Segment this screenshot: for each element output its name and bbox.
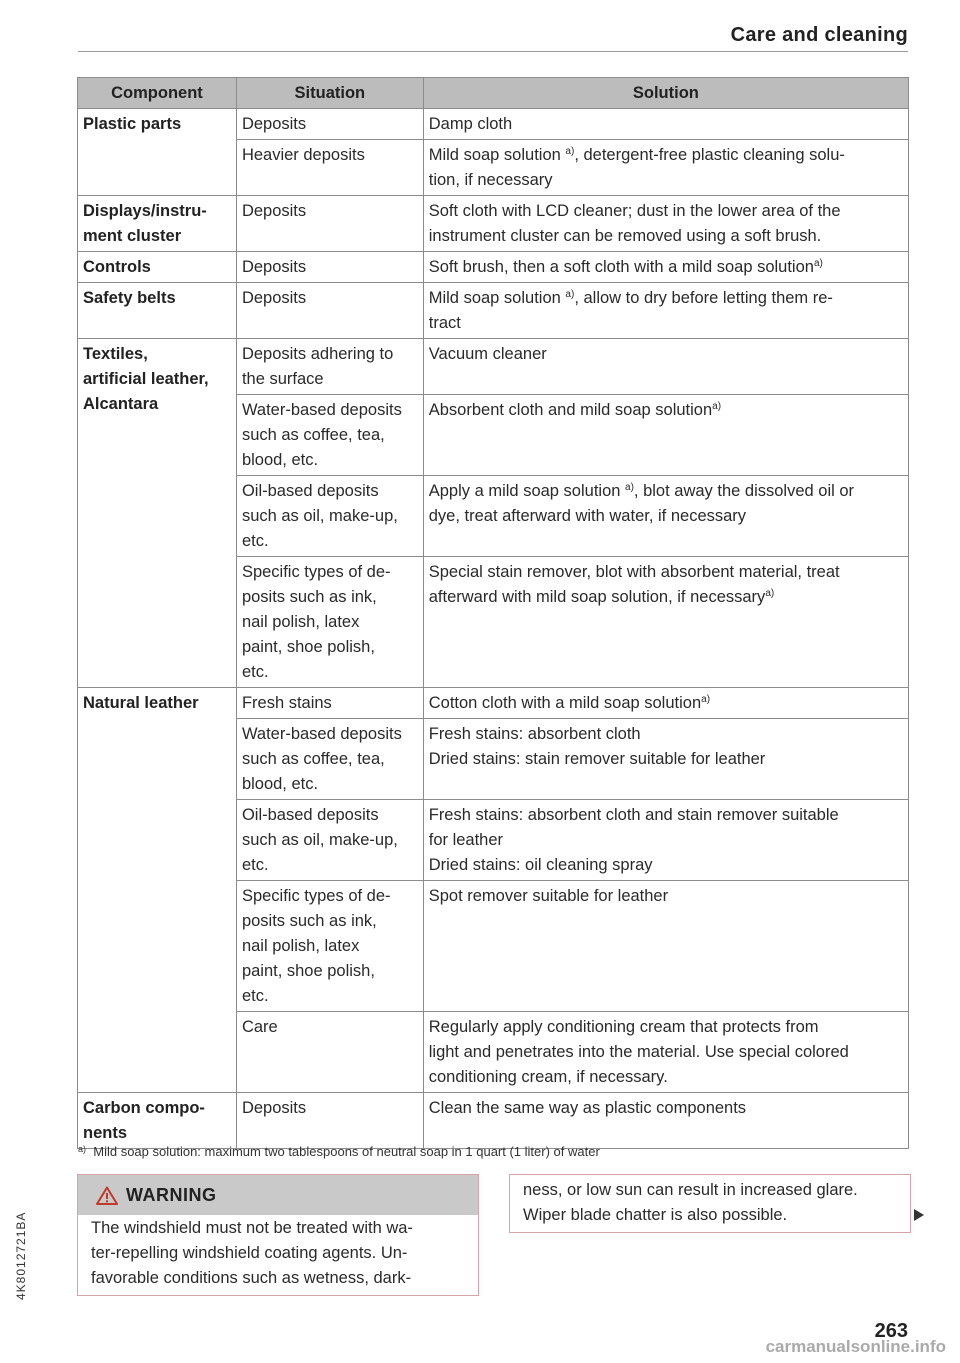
situation-cell: Care [236, 1012, 423, 1093]
solution-text: Fresh stains: absorbent cloth Dried stains: stain remover suitable for leather [428, 724, 766, 768]
component-cell: Textiles, artificial leather, Alcantara [78, 339, 237, 688]
situation-cell: Specific types of de- posits such as ink, nail polish, latex paint, shoe polish, etc. [236, 881, 423, 1012]
situation-cell: Deposits [236, 196, 423, 252]
solution-cell [423, 719, 908, 800]
solution-cell [423, 476, 908, 557]
table-row [78, 688, 909, 719]
footnote-marker: a) [78, 1144, 87, 1154]
table-row [78, 109, 909, 140]
warning-body: The windshield must not be treated with wa- ter-repelling windshield coating agents. Un- favorable conditions such as wetness, dark- [91, 1219, 413, 1287]
situation-cell: Oil-based deposits such as oil, make-up, etc. [236, 800, 423, 881]
solution-cell [423, 140, 908, 196]
situation-cell: Heavier deposits [236, 140, 423, 196]
component-cell: Plastic parts [78, 109, 237, 196]
solution-text: Mild soap solution [428, 288, 566, 307]
continue-arrow-icon [914, 1209, 924, 1221]
table-row [78, 283, 909, 339]
page-number: 263 [874, 1320, 908, 1342]
table-row [78, 1093, 909, 1149]
warning-title: WARNING [126, 1184, 217, 1205]
solution-text-continued: , allow to dry before letting them re- tract [428, 288, 833, 332]
warning-box [77, 1174, 479, 1296]
solution-text: Vacuum cleaner [428, 344, 547, 363]
watermark: carmanualsonline.info [765, 1337, 946, 1356]
solution-text: Soft brush, then a soft cloth with a mild soap solution [428, 257, 814, 276]
column-header-component: Component [78, 78, 237, 109]
solution-cell [423, 557, 908, 688]
solution-text: Absorbent cloth and mild soap solution [428, 400, 713, 419]
section-title: Care and cleaning [730, 24, 908, 46]
solution-cell [423, 109, 908, 140]
footnote-ref: a) [712, 400, 722, 412]
situation-cell: Deposits [236, 283, 423, 339]
solution-cell [423, 252, 908, 283]
situation-cell: Deposits [236, 1093, 423, 1149]
solution-cell [423, 1093, 908, 1149]
situation-cell: Fresh stains [236, 688, 423, 719]
component-cell: Safety belts [78, 283, 237, 339]
situation-cell: Deposits [236, 252, 423, 283]
footnote-ref: a) [565, 145, 575, 157]
solution-text: Cotton cloth with a mild soap solution [428, 693, 702, 712]
footnote [78, 1144, 600, 1159]
solution-cell [423, 1012, 908, 1093]
component-cell: Displays/instru- ment cluster [78, 196, 237, 252]
solution-cell [423, 688, 908, 719]
solution-cell [423, 283, 908, 339]
situation-cell: Water-based deposits such as coffee, tea, blood, etc. [236, 719, 423, 800]
table-row [78, 339, 909, 395]
component-cell: Carbon compo- nents [78, 1093, 237, 1149]
warning-header [78, 1175, 478, 1215]
footnote-ref: a) [765, 587, 775, 599]
solution-text: Apply a mild soap solution [428, 481, 626, 500]
footnote-text: Mild soap solution: maximum two tablespoons of neutral soap in 1 quart (1 liter) of water [93, 1144, 600, 1159]
column-header-situation: Situation [236, 78, 423, 109]
solution-text: Soft cloth with LCD cleaner; dust in the lower area of the instrument cluster can be removed using a soft brush. [428, 201, 841, 245]
solution-text: Special stain remover, blot with absorbent material, treat afterward with mild soap solution, if necessary [428, 562, 840, 606]
situation-cell: Water-based deposits such as coffee, tea, blood, etc. [236, 395, 423, 476]
document-code: 4K8012721BA [14, 1211, 28, 1300]
header-divider [78, 51, 908, 52]
warning-continuation-text: ness, or low sun can result in increased glare. Wiper blade chatter is also possible. [523, 1181, 858, 1224]
component-cell: Controls [78, 252, 237, 283]
footnote-ref: a) [625, 481, 634, 493]
solution-cell [423, 339, 908, 395]
solution-cell [423, 196, 908, 252]
solution-text: Regularly apply conditioning cream that protects from light and penetrates into the material. Use special colored conditioning cream, if necessary. [428, 1017, 849, 1086]
situation-cell: Specific types of de- posits such as ink, nail polish, latex paint, shoe polish, etc. [236, 557, 423, 688]
solution-cell [423, 881, 908, 1012]
footnote-ref: a) [701, 693, 711, 705]
solution-text: Clean the same way as plastic components [428, 1098, 747, 1117]
warning-continuation-box [509, 1174, 911, 1233]
solution-cell [423, 800, 908, 881]
situation-cell: Oil-based deposits such as oil, make-up, etc. [236, 476, 423, 557]
solution-text-continued: , blot away the dissolved oil or dye, treat afterward with water, if necessary [428, 481, 855, 525]
solution-text: Damp cloth [428, 114, 513, 133]
solution-text: Fresh stains: absorbent cloth and stain remover suitable for leather Dried stains: oil cleaning spray [428, 805, 839, 874]
table-header-row [78, 78, 909, 109]
footnote-ref: a) [565, 288, 575, 300]
solution-text: Spot remover suitable for leather [428, 886, 669, 905]
solution-text-continued: , detergent-free plastic cleaning solu- tion, if necessary [428, 145, 845, 189]
table-row [78, 196, 909, 252]
solution-text: Mild soap solution [428, 145, 566, 164]
situation-cell: Deposits [236, 109, 423, 140]
solution-cell [423, 395, 908, 476]
footnote-ref: a) [813, 257, 823, 269]
warning-triangle-icon [96, 1186, 118, 1205]
column-header-solution: Solution [423, 78, 908, 109]
situation-cell: Deposits adhering to the surface [236, 339, 423, 395]
table-row [78, 252, 909, 283]
care-table [77, 77, 909, 1149]
component-cell: Natural leather [78, 688, 237, 1093]
